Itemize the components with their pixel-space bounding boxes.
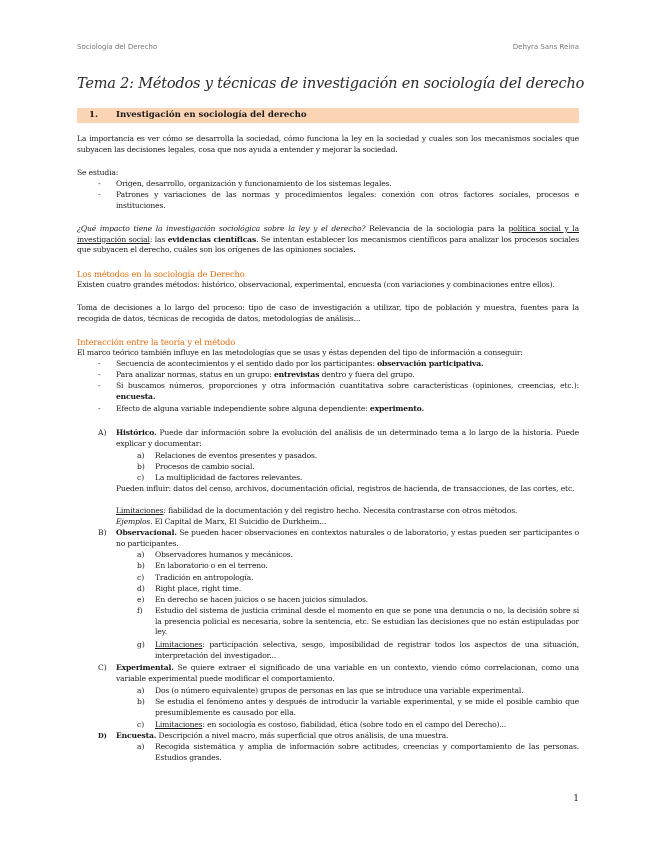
- encuesta-paragraph: Encuesta. Descripción a nivel macro, más superficial que otros análisis, de una muestra.: [116, 731, 449, 740]
- experimental-limitaciones: Limitaciones: en sociología es costoso, fiabilidad, ética (sobre todo en el campo del Derecho)...: [155, 720, 507, 729]
- dash-bullet: -: [98, 190, 101, 199]
- historico-item-b: Procesos de cambio social.: [155, 462, 255, 471]
- method-letter-b: B): [98, 528, 107, 537]
- evidencias-cientificas-bold: evidencias científicas: [167, 234, 257, 244]
- header-right: Dehyra Sans Reina: [512, 43, 579, 51]
- politica-social-underlined: política social y la investigación social: [77, 224, 579, 244]
- interaccion-heading: Interacción entre la teoría y el método: [77, 337, 236, 347]
- historico-ejemplos: Ejemplos. El Capital de Marx, El Suicidio de Durkheim...: [116, 517, 327, 526]
- dash-bullet: -: [98, 370, 101, 379]
- observacional-item-a: Observadores humanos y mecánicos.: [155, 550, 293, 559]
- metodos-paragraph-1: Existen cuatro grandes métodos: histórico, observacional, experimental, encuesta (con variaciones y combinaciones entre ellos).: [77, 280, 555, 289]
- interaccion-paragraph: El marco teórico también influye en las metodologías que se usas y éstas dependen del tipo de información a conseguir:: [77, 348, 523, 357]
- dash-bullet: -: [98, 359, 101, 368]
- interaccion-item-1: Secuencia de acontecimientos y el sentido dado por los participantes: observación participativa.: [116, 359, 484, 368]
- observacional-item-e: En derecho se hacen juicios o se hacen juicios simulados.: [155, 595, 369, 604]
- dash-bullet: -: [98, 381, 101, 390]
- document-page: Sociología del Derecho Dehyra Sans Reina Tema 2: Métodos y técnicas de investigación en sociología del derecho 1. Investigación en sociología del derecho La importancia es ver cómo se desarrolla la sociedad, cómo funciona la ley en la sociedad y cuales son los mecanismos sociales que subyacen las decisiones legales, cosa que nos ayuda a entender y mejorar la sociedad. Se estudia: - Origen, desarrollo, organización y funcionamiento de los sistemas legales. - Patrones y variaciones de las normas y procedimientos legales: conexión con otros factores sociales, procesos e instituciones. ¿Qué impacto tiene la investigación sociológica sobre la ley y el derecho? Relevancia de la sociología para la política social y la investigación social: las evidencias científicas. Se intentan establecer los mecanismos científicos para analizar los procesos sociales que subyacen el derecho, cuáles son los orígenes de las opiniones sociales. Los métodos en la sociología de Derecho Existen cuatro grandes métodos: histórico, observacional, experimental, encuesta (con variaciones y combinaciones entre ellos). Toma de decisiones a lo largo del proceso: tipo de caso de investigación a utilizar, tipo de población y muestra, fuentes para la recogida de datos, técnicas de recogida de datos, metodologías de análisis... Interacción entre la teoría y el método El marco teórico también influye en las metodologías que se usas y éstas dependen del tipo de información a conseguir: - Secuencia de acontecimientos y el sentido dado por los participantes: observación participativa. - Para analizar normas, status en un grupo: entrevistas dentro y fuera del grupo. - Si buscamos números, proporciones y otra información cuantitativa sobre características (opiniones, creencias, etc.): encuesta. - Efecto de alguna variable independiente sobre alguna dependiente: experimento. A) Histórico. Puede dar información sobre la evolución del análisis de un determinado tema a lo largo de la historia. Puede explicar y documentar: a) Relaciones de eventos presentes y pasados. b) Procesos de cambio social. c) La multiplicidad de factores relevantes. Pueden influir: datos del censo, archivos, documentación oficial, registros de hacienda, de transacciones, de las cortes, etc. Limitaciones: fiabilidad de la documentación y del registro hecho. Necesita contrastarse con otros métodos. Ejemplos. El Capital de Marx, El Suicidio de Durkheim... B) Observacional. Se pueden hacer observaciones en contextos naturales o de laboratorio, y estas pueden ser participantes o no participantes. a) Observadores humanos y mecánicos. b) En laboratorio o en el terreno. c) Tradición en antropología. d) Right place, right time. e) En derecho se hacen juicios o se hacen juicios simulados. f) Estudio del sistema de justicia criminal desde el momento en que se pone una denuncia o no, la decisión sobre si la presencia policial es necesaria, sobre la sentencia, etc. Se estudian las decisiones que no están estipuladas por ley. g) Limitaciones: participación selectiva, sesgo, imposibilidad de registrar todos los aspectos de una situación, interpretación del investigador... C) Experimental. Se quiere extraer el significado de una variable en un contexto, viendo cómo correlacionan, como una variable experimental puede modificar el comportamiento. a) Dos (o número equivalente) grupos de personas en las que se introduce una variable experimental. b) Se estudia el fenómeno antes y después de introducir la variable experimental, y se mide el posible cambio que presumiblemente es causado por ella. c) Limitaciones: en sociología es costoso, fiabilidad, ética (sobre todo en el campo del Derecho)... D) Encuesta. Descripción a nivel macro, más superficial que otros análisis, de una muestra. a) Recogida sistemática y amplia de información sobre actitudes, creencias y comportamiento de las personas. Estudios grandes. 1: [0, 0, 655, 848]
- interaccion-item-3: Si buscamos números, proporciones y otra información cuantitativa sobre características (opiniones, creencias, etc.): encuesta.: [116, 381, 579, 401]
- impacto-paragraph: ¿Qué impacto tiene la investigación sociológica sobre la ley y el derecho? Relevancia de la sociología para la política social y la investigación social: las evidencias científicas. Se intentan establecer los mecanismos científicos para analizar los procesos sociales que subyacen el derecho, cuáles son los orígenes de las opiniones sociales.: [77, 224, 580, 255]
- method-letter-d: D): [98, 732, 107, 740]
- metodos-paragraph-2: Toma de decisiones a lo largo del proceso: tipo de caso de investigación a utilizar, tipo de población y muestra, fuentes para la recogida de datos, técnicas de recogida de datos, metodologías de análisis...: [77, 303, 579, 323]
- section-title: Investigación en sociología del derecho: [116, 110, 307, 120]
- impacto-question: ¿Qué impacto tiene la investigación sociológica sobre la ley y el derecho?: [77, 224, 366, 233]
- experimental-item-b: Se estudia el fenómeno antes y después de introducir la variable experimental, y se mide el posible cambio que presumiblemente es causado por ella.: [155, 697, 579, 717]
- header-left: Sociología del Derecho: [77, 43, 158, 51]
- estudia-item-1: Origen, desarrollo, organización y funcionamiento de los sistemas legales.: [116, 179, 392, 188]
- metodos-heading: Los métodos en la sociología de Derecho: [77, 269, 245, 279]
- se-estudia-label: Se estudia:: [77, 168, 119, 177]
- encuesta-item-a: Recogida sistemática y amplia de información sobre actitudes, creencias y comportamiento de las personas. Estudios grandes.: [155, 742, 579, 762]
- dash-bullet: -: [98, 404, 101, 413]
- interaccion-item-4: Efecto de alguna variable independiente sobre alguna dependiente: experimento.: [116, 404, 424, 413]
- experimental-paragraph: Experimental. Se quiere extraer el significado de una variable en un contexto, viendo cómo correlacionan, como una variable experimental puede modificar el comportamiento.: [116, 663, 579, 683]
- section-number: 1.: [89, 110, 98, 120]
- experimental-item-a: Dos (o número equivalente) grupos de personas en las que se introduce una variable experimental.: [155, 686, 524, 695]
- page-title: Tema 2: Métodos y técnicas de investigación en sociología del derecho: [77, 76, 585, 92]
- observacional-limitaciones: Limitaciones: participación selectiva, sesgo, imposibilidad de registrar todos los aspectos de una situación, interpretación del investigador...: [155, 640, 579, 660]
- dash-bullet: -: [98, 179, 101, 188]
- intro-paragraph: La importancia es ver cómo se desarrolla la sociedad, cómo funciona la ley en la sociedad y cuales son los mecanismos sociales que subyacen las decisiones legales, cosa que nos ayuda a entender y mejorar la sociedad.: [77, 134, 579, 154]
- historico-item-c: La multiplicidad de factores relevantes.: [155, 473, 303, 482]
- method-letter-c: C): [98, 663, 107, 672]
- historico-paragraph: Histórico. Puede dar información sobre la evolución del análisis de un determinado tema a lo largo de la historia. Puede explicar y documentar:: [116, 428, 579, 448]
- historico-fuentes: Pueden influir: datos del censo, archivos, documentación oficial, registros de hacienda, de transacciones, de las cortes, etc.: [116, 484, 575, 493]
- historico-limitaciones: Limitaciones: fiabilidad de la documentación y del registro hecho. Necesita contrastarse con otros métodos.: [116, 506, 518, 515]
- historico-item-a: Relaciones de eventos presentes y pasados.: [155, 451, 318, 460]
- observacional-item-b: En laboratorio o en el terreno.: [155, 561, 268, 570]
- observacional-paragraph: Observacional. Se pueden hacer observaciones en contextos naturales o de laboratorio, y estas pueden ser participantes o no participantes.: [116, 528, 579, 548]
- page-number: 1: [573, 794, 579, 804]
- observacional-item-d: Right place, right time.: [155, 584, 242, 593]
- method-letter-a: A): [98, 428, 107, 437]
- observacional-item-f: Estudio del sistema de justicia criminal desde el momento en que se pone una denuncia o no, la decisión sobre si la presencia policial es necesaria, sobre la sentencia, etc. Se estudian las decisiones que no están estipuladas por ley.: [155, 606, 579, 637]
- estudia-item-2: Patrones y variaciones de las normas y procedimientos legales: conexión con otros factores sociales, procesos e instituciones.: [116, 190, 579, 210]
- interaccion-item-2: Para analizar normas, status en un grupo: entrevistas dentro y fuera del grupo.: [116, 370, 415, 379]
- observacional-item-c: Tradición en antropología.: [155, 573, 254, 582]
